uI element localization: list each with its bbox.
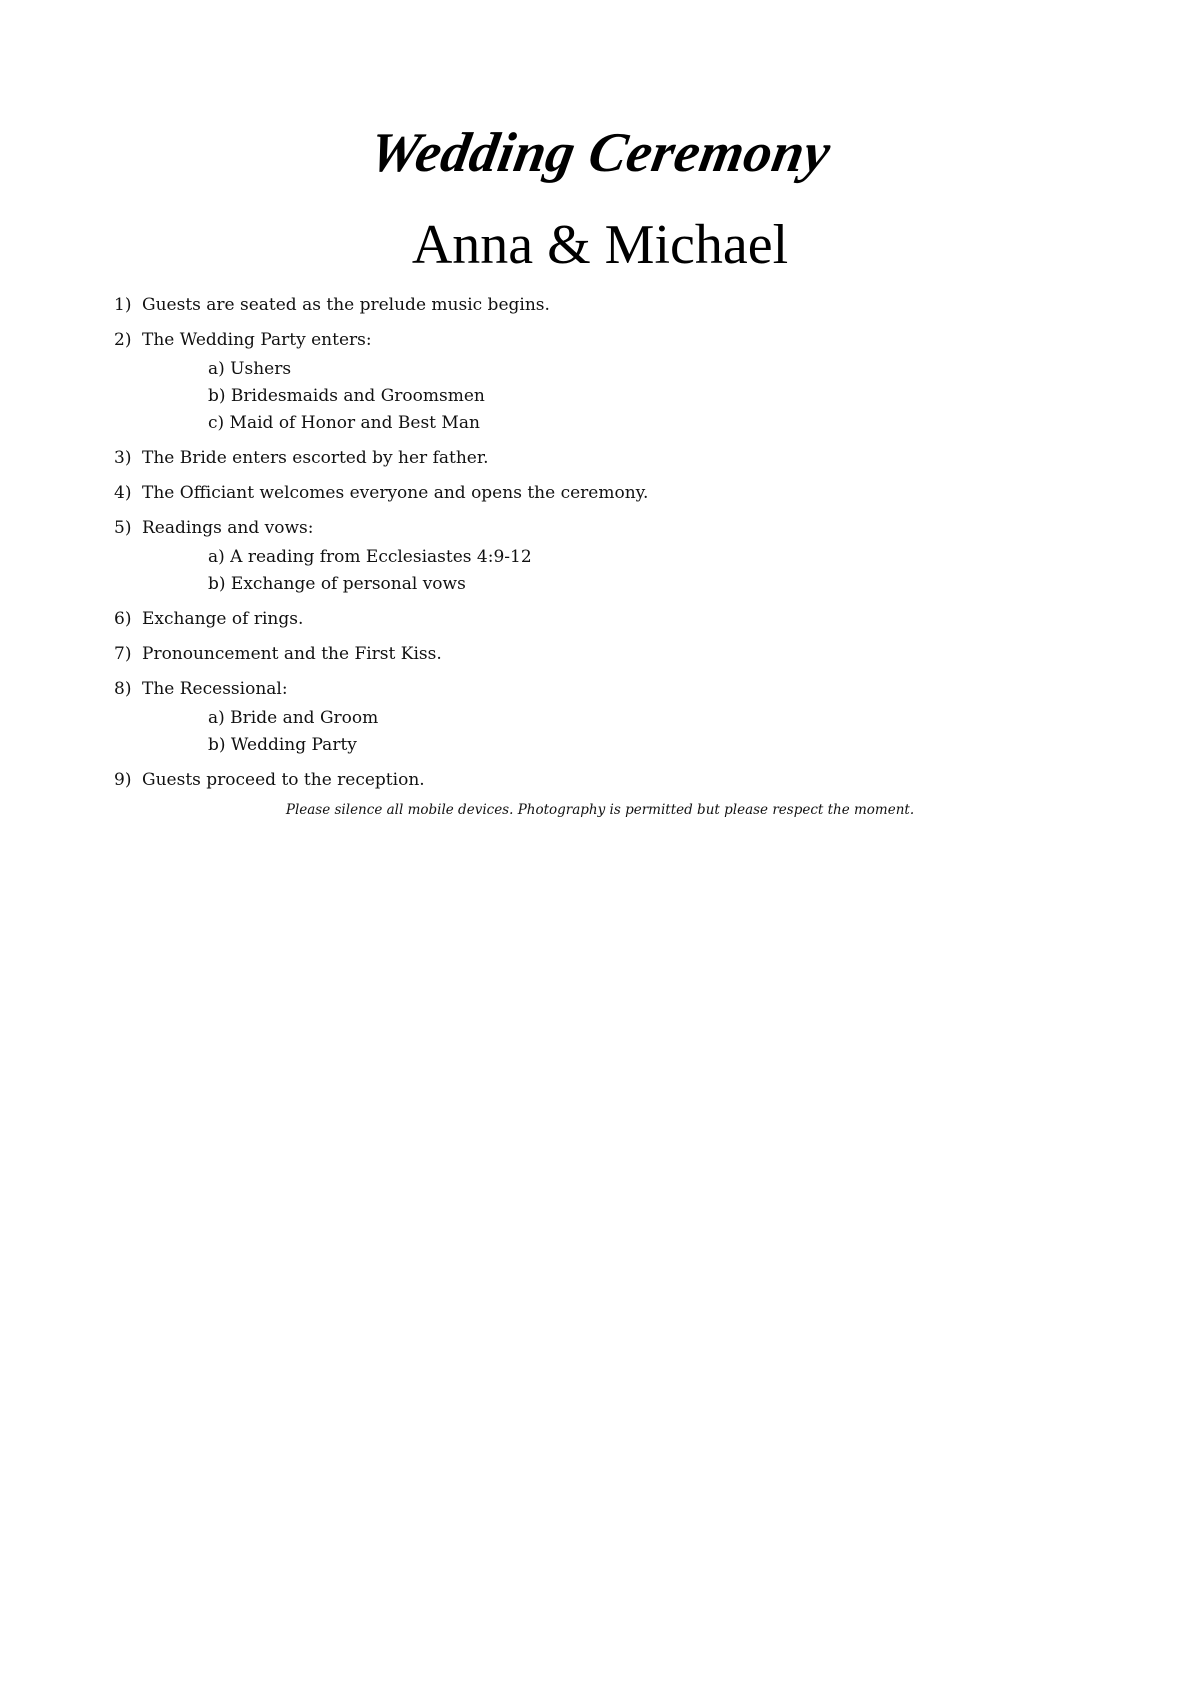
program-subitem: b) Bridesmaids and Groomsmen [208, 386, 485, 406]
program-item [114, 676, 1014, 703]
program-item [114, 515, 1014, 542]
program-item [114, 292, 1014, 319]
program-item-text: The Wedding Party enters: [142, 330, 372, 350]
program-item-number: 6) [114, 609, 132, 629]
program-item-number: 8) [114, 679, 132, 699]
program-item-number: 4) [114, 483, 132, 503]
program-item [114, 641, 1014, 668]
program-item [114, 606, 1014, 633]
program-item [114, 480, 1014, 507]
program-subitem: a) Bride and Groom [208, 708, 379, 728]
couple-names: Anna & Michael [411, 214, 789, 276]
program-item [114, 445, 1014, 472]
footer-note: Please silence all mobile devices. Photography is permitted but please respect the moment. [285, 802, 915, 818]
program-subitem-list [208, 544, 1014, 598]
program-item-text: The Officiant welcomes everyone and opens the ceremony. [142, 483, 649, 503]
program-item-number: 1) [114, 295, 132, 315]
ceremony-program-list [114, 292, 1014, 802]
program-item-text: The Bride enters escorted by her father. [142, 448, 489, 468]
program-subitem-list [208, 705, 1014, 759]
program-subitem: b) Wedding Party [208, 735, 357, 755]
program-subitem-list [208, 356, 1014, 437]
program-item-text: The Recessional: [142, 679, 288, 699]
program-item-number: 7) [114, 644, 132, 664]
program-item-text: Exchange of rings. [142, 609, 304, 629]
program-subitem: c) Maid of Honor and Best Man [208, 413, 480, 433]
program-item-text: Readings and vows: [142, 518, 314, 538]
document-title: Wedding Ceremony [364, 122, 836, 184]
program-subitem: a) Ushers [208, 359, 292, 379]
program-item-text: Pronouncement and the First Kiss. [142, 644, 442, 664]
program-item-text: Guests proceed to the reception. [142, 770, 425, 790]
program-item-text: Guests are seated as the prelude music begins. [142, 295, 550, 315]
program-item-number: 5) [114, 518, 132, 538]
program-item-number: 9) [114, 770, 132, 790]
program-item [114, 327, 1014, 354]
program-subitem: b) Exchange of personal vows [208, 574, 466, 594]
program-subitem: a) A reading from Ecclesiastes 4:9-12 [208, 547, 532, 567]
program-item-number: 2) [114, 330, 132, 350]
program-item-number: 3) [114, 448, 132, 468]
program-item [114, 767, 1014, 794]
